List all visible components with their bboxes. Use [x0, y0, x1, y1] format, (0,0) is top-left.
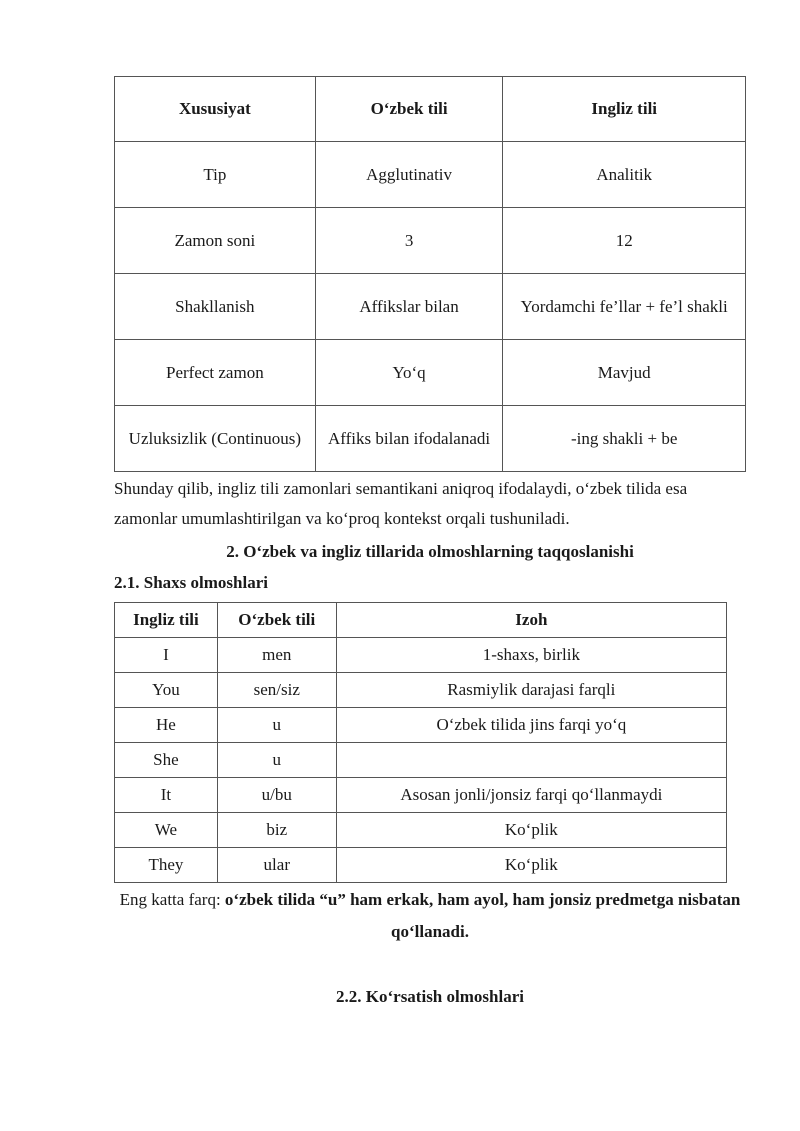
- header-cell: Ingliz tili: [115, 603, 218, 638]
- table-cell: We: [115, 813, 218, 848]
- table-row: [115, 778, 727, 813]
- table-cell: It: [115, 778, 218, 813]
- table-row: [115, 142, 746, 208]
- table-cell: ular: [217, 848, 336, 883]
- table-cell: Asosan jonli/jonsiz farqi qo‘llanmaydi: [336, 778, 726, 813]
- header-cell: O‘zbek tili: [217, 603, 336, 638]
- table-cell: men: [217, 638, 336, 673]
- subsection-heading: 2.1. Shaxs olmoshlari: [114, 573, 268, 592]
- table-cell: Rasmiylik darajasi farqli: [336, 673, 726, 708]
- table-row: [115, 813, 727, 848]
- section-heading: 2. O‘zbek va ingliz tillarida olmoshlarning taqqoslanishi: [226, 542, 634, 561]
- table-row: [115, 848, 727, 883]
- table-cell: He: [115, 708, 218, 743]
- table-cell: Ko‘plik: [336, 848, 726, 883]
- table-cell: biz: [217, 813, 336, 848]
- table-cell: They: [115, 848, 218, 883]
- table-cell: Zamon soni: [115, 208, 316, 274]
- table-row: [115, 638, 727, 673]
- table-cell: [336, 743, 726, 778]
- table-cell: 1-shaxs, birlik: [336, 638, 726, 673]
- table-row: [115, 673, 727, 708]
- table-cell: Affikslar bilan: [315, 274, 503, 340]
- table-cell: She: [115, 743, 218, 778]
- note-emphasis: o‘zbek tilida “u” ham erkak, ham ayol, ham jonsiz predmetga nisbatan qo‘llanadi.: [224, 890, 741, 941]
- table-cell: u/bu: [217, 778, 336, 813]
- table-cell: Shakllanish: [115, 274, 316, 340]
- table-row: [115, 708, 727, 743]
- table-cell: u: [217, 708, 336, 743]
- table-cell: Tip: [115, 142, 316, 208]
- key-difference-note: [104, 884, 756, 948]
- note-prefix: Eng katta farq:: [119, 890, 225, 909]
- table-row: [115, 208, 746, 274]
- summary-paragraph: Shunday qilib, ingliz tili zamonlari semantikani aniqroq ifodalaydi, o‘zbek tilida esa zamonlar umumlashtirilgan va ko‘proq kontekst orqali tushuniladi.: [114, 479, 688, 528]
- table-cell: I: [115, 638, 218, 673]
- header-cell: Xususiyat: [115, 77, 316, 142]
- pronoun-table: [114, 602, 727, 883]
- table-cell: Ko‘plik: [336, 813, 726, 848]
- table-cell: O‘zbek tilida jins farqi yo‘q: [336, 708, 726, 743]
- table-cell: -ing shakli + be: [503, 406, 746, 472]
- table-cell: Yo‘q: [315, 340, 503, 406]
- header-cell: Izoh: [336, 603, 726, 638]
- table-cell: 3: [315, 208, 503, 274]
- table-cell: Perfect zamon: [115, 340, 316, 406]
- table-row: [115, 274, 746, 340]
- table-row: [115, 340, 746, 406]
- table-header-row: [115, 77, 746, 142]
- table-row: [115, 743, 727, 778]
- header-cell: O‘zbek tili: [315, 77, 503, 142]
- table-cell: You: [115, 673, 218, 708]
- table-cell: 12: [503, 208, 746, 274]
- table-cell: Yordamchi fe’llar + fe’l shakli: [503, 274, 746, 340]
- table-header-row: [115, 603, 727, 638]
- table-cell: Uzluksizlik (Continuous): [115, 406, 316, 472]
- table-cell: u: [217, 743, 336, 778]
- table-cell: sen/siz: [217, 673, 336, 708]
- tense-comparison-table: [114, 76, 746, 472]
- table-cell: Analitik: [503, 142, 746, 208]
- header-cell: Ingliz tili: [503, 77, 746, 142]
- subsection-heading-2-2: 2.2. Ko‘rsatish olmoshlari: [336, 987, 524, 1006]
- table-cell: Affiks bilan ifodalanadi: [315, 406, 503, 472]
- table-cell: Agglutinativ: [315, 142, 503, 208]
- table-cell: Mavjud: [503, 340, 746, 406]
- table-row: [115, 406, 746, 472]
